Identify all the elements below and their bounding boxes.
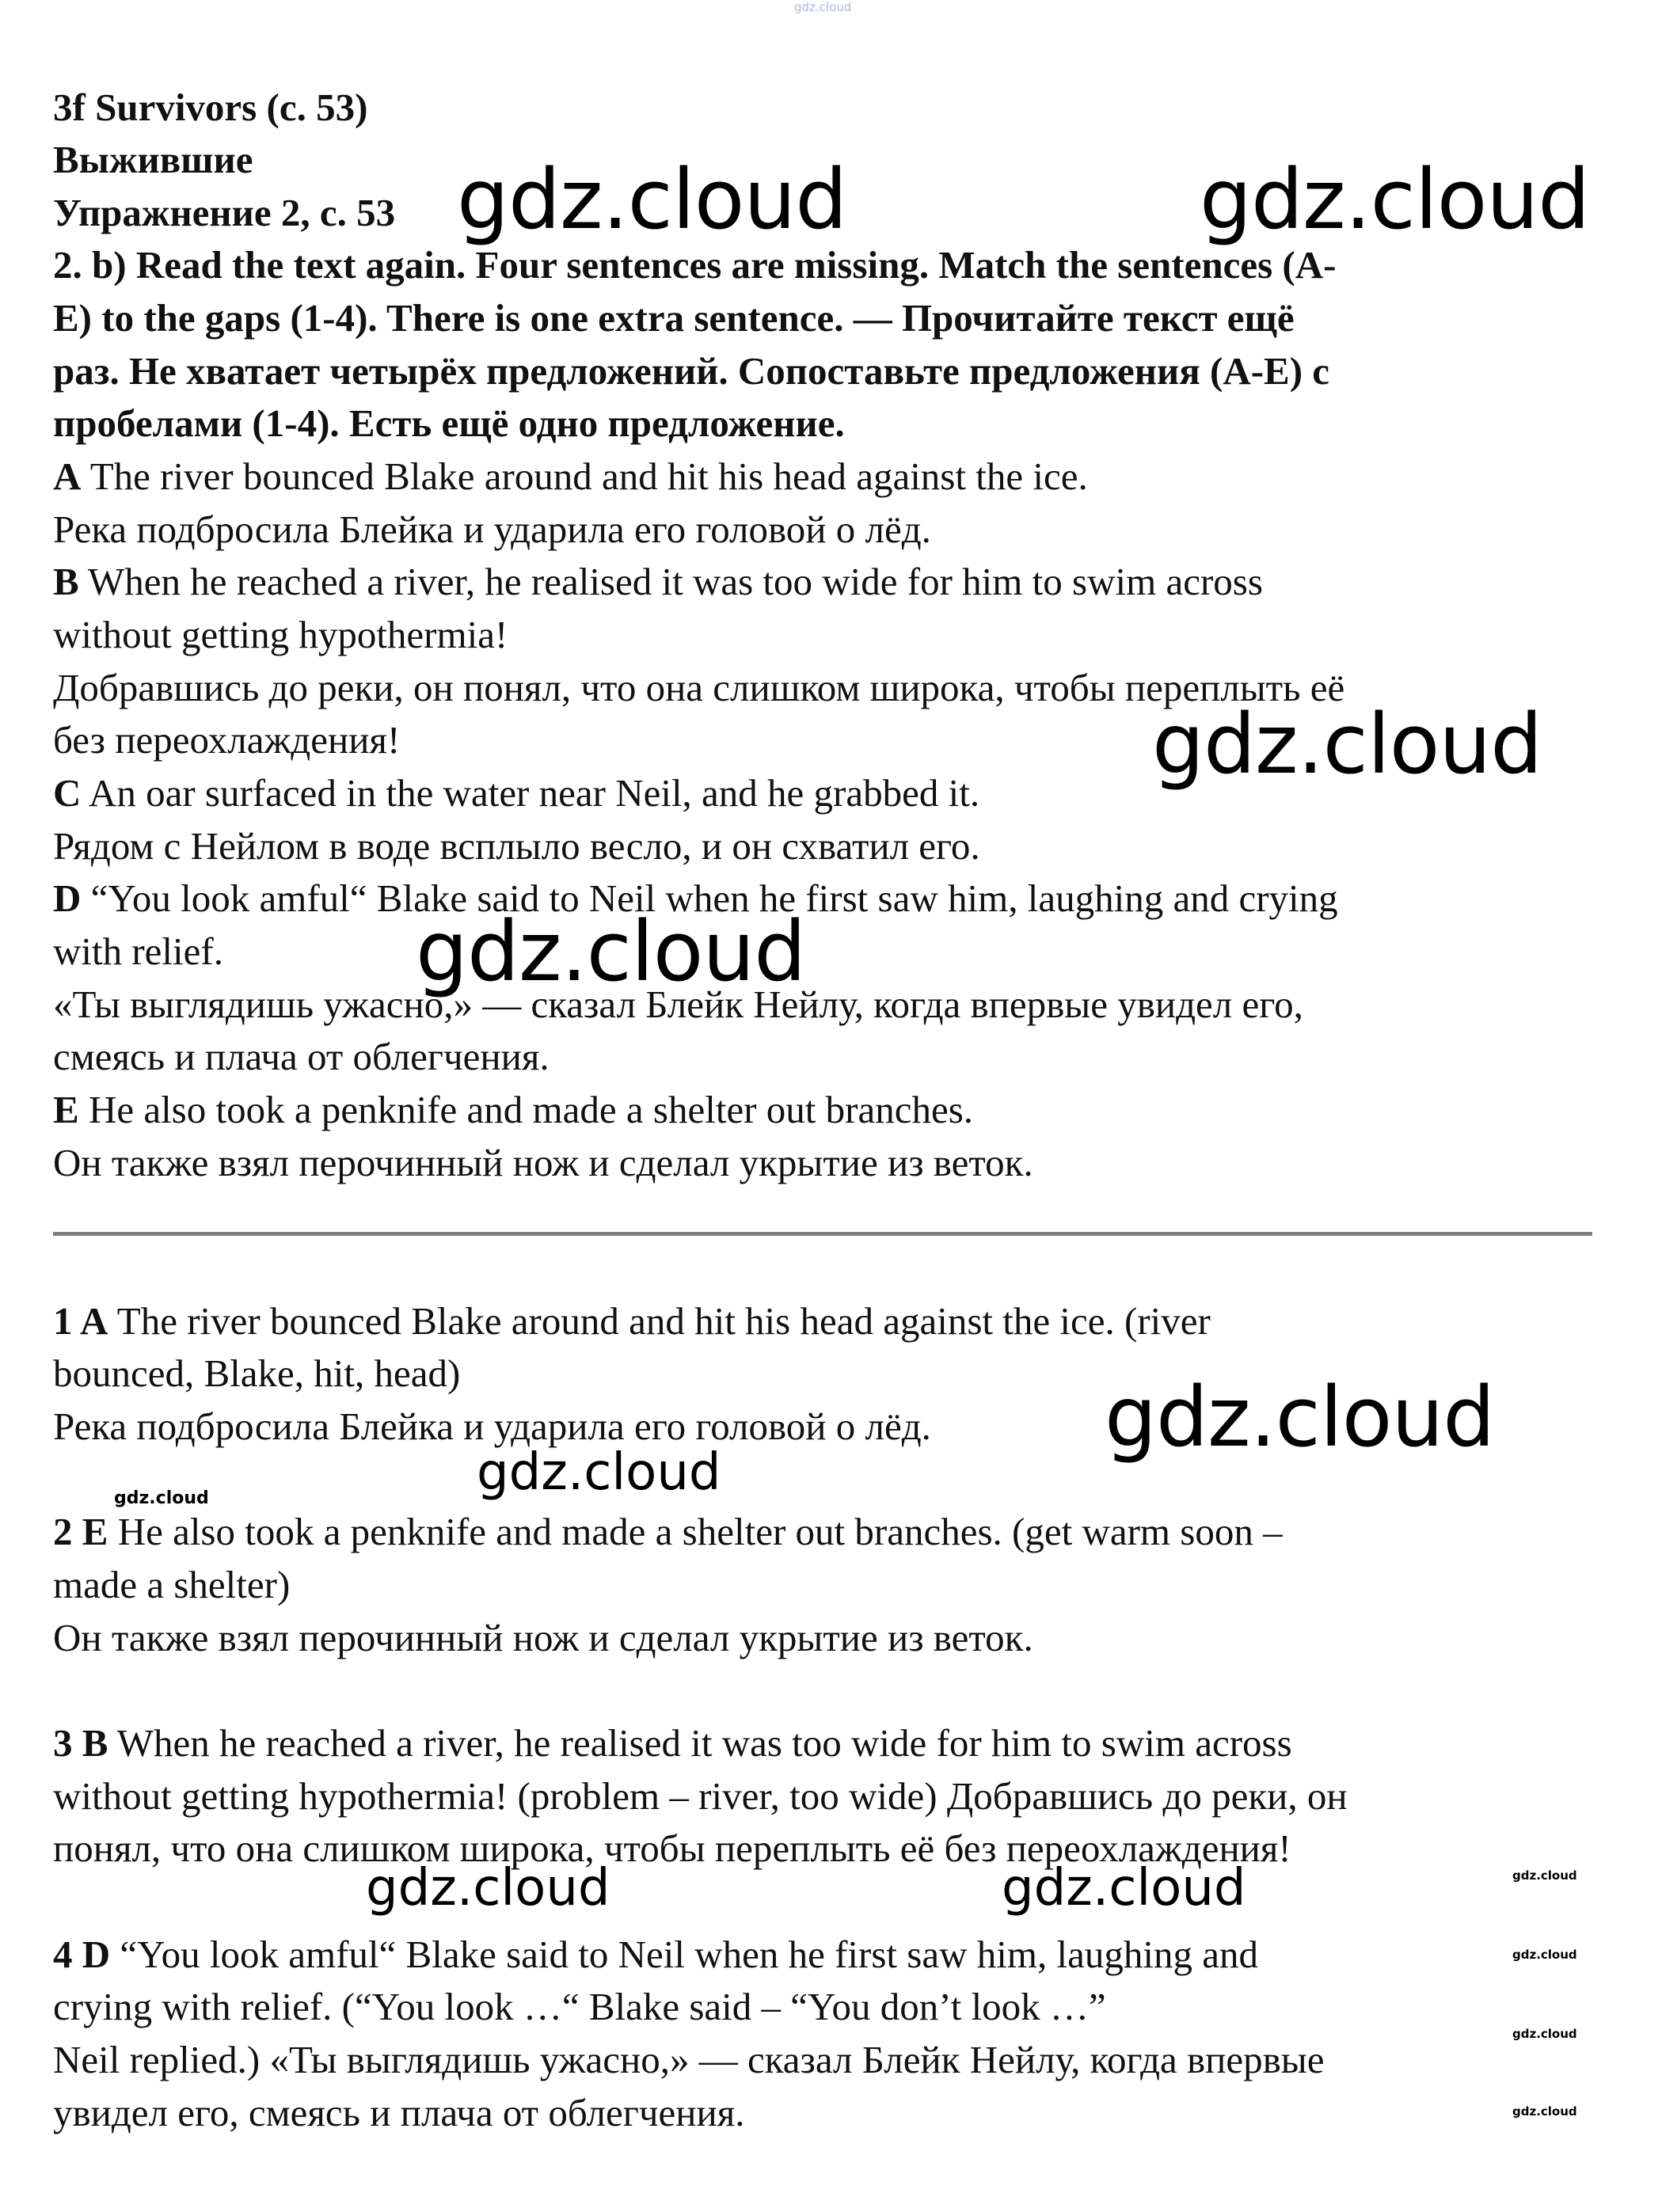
watermark: gdz.cloud (416, 903, 806, 1000)
answer-2-line-3: Он также взял перочинный нож и сделал укрытие из веток. (53, 1616, 1033, 1659)
option-text: An oar surfaced in the water near Neil, and he grabbed it. (81, 771, 980, 815)
task-line: 2. b) Read the text again. Four sentences are missing. Match the sentences (A- (53, 243, 1337, 287)
answer-label: 4 D (53, 1933, 111, 1976)
watermark: gdz.cloud (1152, 696, 1542, 792)
section-title: 3f Survivors (с. 53) (53, 86, 368, 129)
option-text: “You look amful“ Blake said to Neil when he first saw him, laughing and crying (81, 876, 1338, 920)
option-b-translation: Добравшись до реки, он понял, что она слишком широка, чтобы переплыть её (53, 666, 1345, 709)
answer-text: He also took a penknife and made a shelter out branches. (get warm soon – (108, 1510, 1283, 1553)
option-letter: C (53, 771, 82, 815)
watermark: gdz.cloud (1105, 1369, 1495, 1465)
option-text: He also took a penknife and made a shelter out branches. (78, 1088, 974, 1131)
watermark: gdz.cloud (477, 1443, 721, 1502)
watermark: gdz.cloud (457, 151, 847, 248)
option-letter: D (53, 876, 82, 920)
watermark: gdz.cloud (1512, 2104, 1577, 2119)
divider (53, 1232, 1592, 1236)
answer-label: 1 A (53, 1299, 108, 1343)
answer-2 (53, 1506, 1283, 1558)
answer-3-line-2: without getting hypothermia! (problem – river, too wide) Добравшись до реки, он (53, 1774, 1348, 1818)
option-c (53, 767, 979, 819)
watermark: gdz.cloud (1512, 1948, 1577, 1962)
option-b (53, 556, 1263, 608)
option-letter: B (53, 560, 79, 603)
option-b-line-2: without getting hypothermia! (53, 613, 508, 656)
answer-4-line-2: crying with relief. (“You look …“ Blake said – “You don’t look …” (53, 1985, 1106, 2028)
answer-1-line-3: Река подбросила Блейка и ударила его головой о лёд. (53, 1404, 931, 1448)
answer-1-line-2: bounced, Blake, hit, head) (53, 1351, 461, 1395)
answer-4 (53, 1929, 1258, 1981)
option-b-translation-line-2: без переохлаждения! (53, 718, 401, 762)
watermark: gdz.cloud (1002, 1859, 1246, 1917)
option-d-line-2: with relief. (53, 929, 223, 973)
watermark: gdz.cloud (114, 1488, 209, 1508)
task-line: E) to the gaps (1-4). There is one extra sentence. — Прочитайте текст ещё (53, 296, 1295, 340)
answer-4-line-3: Neil replied.) «Ты выглядишь ужасно,» — сказал Блейк Нейлу, когда впервые (53, 2038, 1325, 2081)
answer-label: 3 B (53, 1721, 108, 1765)
option-e (53, 1084, 973, 1136)
task-line: раз. Не хватает четырёх предложений. Сопоставьте предложения (A-E) с (53, 349, 1330, 393)
task-line: пробелами (1-4). Есть ещё одно предложение. (53, 401, 845, 445)
watermark: gdz.cloud (1512, 2027, 1577, 2041)
answer-3-line-3: понял, что она слишком широка, чтобы переплыть её без переохлаждения! (53, 1826, 1291, 1870)
answer-4-line-4: увидел его, смеясь и плача от облегчения. (53, 2091, 745, 2134)
answer-1 (53, 1295, 1211, 1347)
option-d-translation-line-2: смеясь и плача от облегчения. (53, 1035, 550, 1078)
answer-label: 2 E (53, 1510, 108, 1553)
option-e-translation: Он также взял перочинный нож и сделал укрытие из веток. (53, 1141, 1033, 1184)
watermark: gdz.cloud (1200, 151, 1590, 248)
watermark: gdz.cloud (366, 1859, 610, 1917)
option-c-translation: Рядом с Нейлом в воде всплыло весло, и он схватил его. (53, 824, 980, 868)
answer-2-line-2: made a shelter) (53, 1563, 291, 1606)
answer-text: “You look amful“ Blake said to Neil when he first saw him, laughing and (110, 1933, 1258, 1976)
option-d-translation: «Ты выглядишь ужасно,» — сказал Блейк Нейлу, когда впервые увидел его, (53, 982, 1303, 1026)
option-text: The river bounced Blake around and hit his head against the ice. (81, 454, 1088, 498)
exercise-reference: Упражнение 2, с. 53 (53, 191, 396, 234)
option-letter: A (53, 454, 82, 498)
option-a-translation: Река подбросила Блейка и ударила его головой о лёд. (53, 507, 931, 551)
option-letter: E (53, 1088, 79, 1131)
option-text: When he reached a river, he realised it was too wide for him to swim across (78, 560, 1263, 603)
option-a (53, 450, 1088, 503)
watermark-top: gdz.cloud (794, 0, 852, 14)
answer-text: The river bounced Blake around and hit his head against the ice. (river (108, 1299, 1211, 1343)
answer-text: When he reached a river, he realised it was too wide for him to swim across (108, 1721, 1292, 1765)
watermark: gdz.cloud (1512, 1868, 1577, 1883)
section-subtitle: Выжившие (53, 138, 253, 181)
answer-3 (53, 1717, 1292, 1769)
